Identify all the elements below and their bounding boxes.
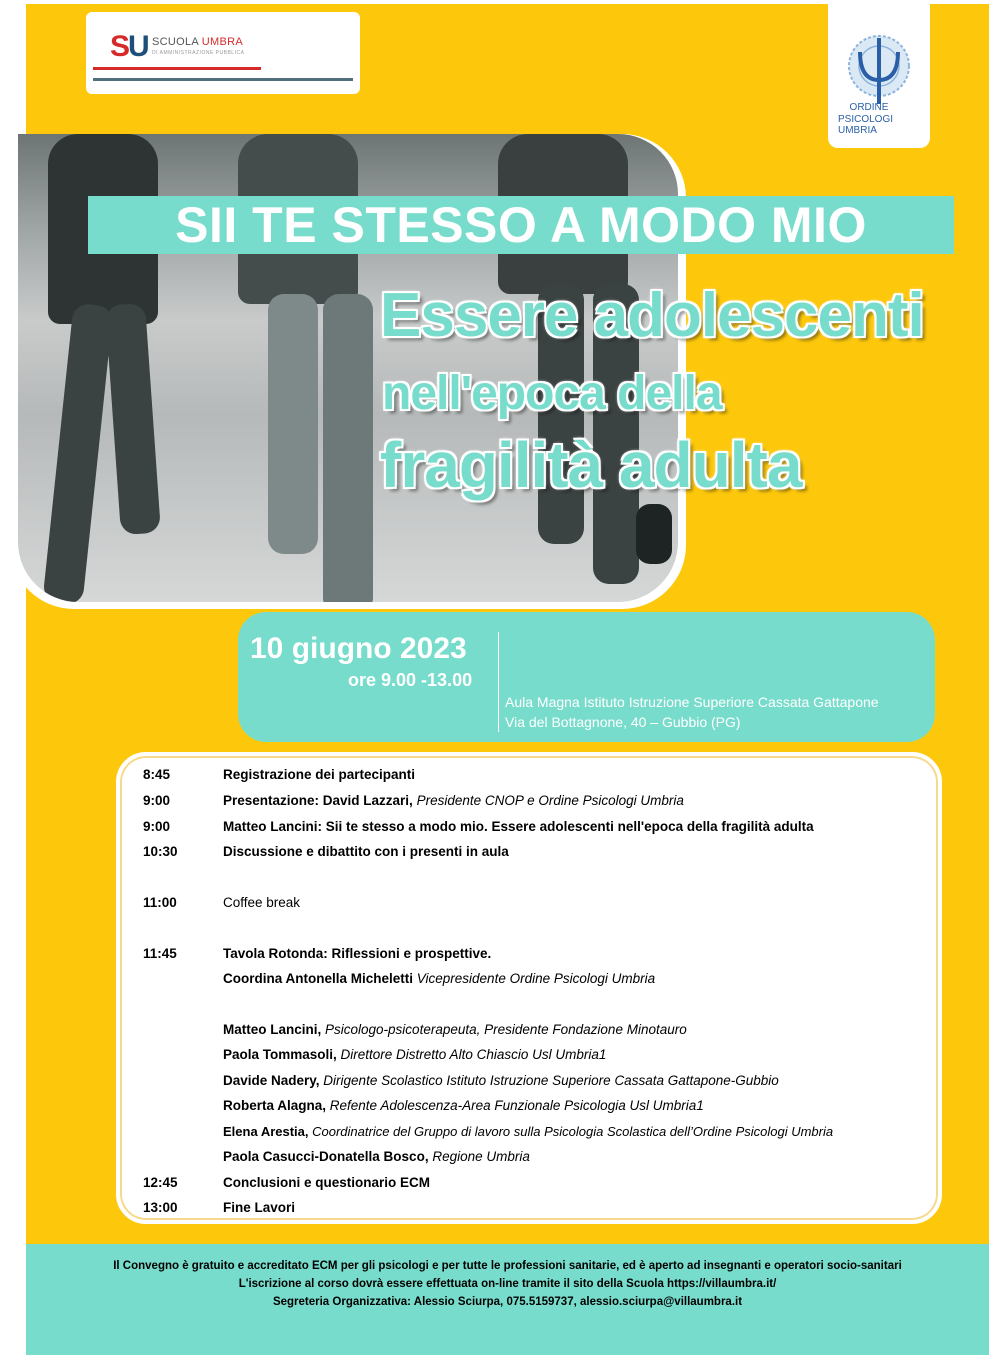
program-time: 9:00 xyxy=(143,793,171,808)
program-item-role: Refente Adolescenza-Area Funzionale Psicologia Usl Umbria1 xyxy=(326,1098,704,1113)
program-item: Tavola Rotonda: Riflessioni e prospettive. xyxy=(223,946,492,961)
program-item: Paola Tommasoli, xyxy=(223,1047,337,1062)
program-item: Coordina Antonella Micheletti xyxy=(223,971,414,986)
venue-address: Via del Bottagnone, 40 – Gubbio (PG) xyxy=(505,714,741,730)
program-item-role: Dirigente Scolastico Istituto Istruzione Superiore Cassata Gattapone-Gubbio xyxy=(319,1073,779,1088)
psicologi-umbria-label: PSICOLOGI UMBRIA xyxy=(838,114,894,136)
program-item: Registrazione dei partecipanti xyxy=(223,767,416,782)
program-item: Presentazione: David Lazzari, xyxy=(223,793,413,808)
scuola-umbra-tagline: DI AMMINISTRAZIONE PUBBLICA xyxy=(152,50,245,56)
program-time: 10:30 xyxy=(143,844,178,859)
program-time: 11:00 xyxy=(143,895,177,910)
event-title: SII TE STESSO A MODO MIO xyxy=(175,197,867,253)
logo-red-line xyxy=(93,67,261,70)
program-item: Davide Nadery, xyxy=(223,1073,320,1088)
logo-grey-line xyxy=(93,78,353,81)
scuola-umbra-logo xyxy=(86,12,360,94)
ordine-psicologi-logo xyxy=(828,4,930,148)
program-item-role: Presidente CNOP e Ordine Psicologi Umbria xyxy=(412,793,684,808)
program-time: 12:45 xyxy=(143,1175,178,1190)
scuola-umbra-mark: SU xyxy=(110,30,148,63)
ordine-label: ORDINE xyxy=(849,102,889,113)
program-item-role: Psicologo-psicoterapeuta, Presidente Fondazione Minotauro xyxy=(321,1022,687,1037)
subtitle-line-1: Essere adolescenti xyxy=(380,281,924,350)
program-time: 9:00 xyxy=(143,819,171,834)
date-divider xyxy=(498,632,499,732)
program-item: Fine Lavori xyxy=(223,1200,296,1215)
program-item-role: Regione Umbria xyxy=(428,1149,530,1164)
program-item: Matteo Lancini: Sii te stesso a modo mio. Essere adolescenti nell'epoca della fragilità adulta xyxy=(223,819,814,834)
program-item: Paola Casucci-Donatella Bosco, xyxy=(223,1149,429,1164)
subtitle-line-2: nell'epoca della xyxy=(382,367,722,420)
program-item-role: Direttore Distretto Alto Chiascio Usl Umbria1 xyxy=(336,1047,607,1062)
program-item-role: Vicepresidente Ordine Psicologi Umbria xyxy=(413,971,656,986)
program-item: Conclusioni e questionario ECM xyxy=(223,1175,431,1190)
event-time: ore 9.00 -13.00 xyxy=(348,670,473,690)
program-item: Matteo Lancini, xyxy=(223,1022,322,1037)
program-item-role: Coordinatrice del Gruppo di lavoro sulla Psicologia Scolastica dell’Ordine Psicologi Umbria xyxy=(308,1124,834,1139)
event-date: 10 giugno 2023 xyxy=(250,632,467,665)
venue-name: Aula Magna Istituto Istruzione Superiore Cassata Gattapone xyxy=(505,694,879,710)
footer-contact: Segreteria Organizzativa: Alessio Sciurpa, 075.5159737, alessio.sciurpa@villaumbra.it xyxy=(272,1296,743,1308)
scuola-umbra-name: SCUOLA UMBRA xyxy=(152,36,244,48)
program-item: Elena Arestia, xyxy=(223,1124,309,1139)
program-time: 11:45 xyxy=(143,946,177,961)
subtitle-line-3: fragilità adulta xyxy=(380,429,802,501)
program-item: Roberta Alagna, xyxy=(223,1098,327,1113)
footer-registration: L'iscrizione al corso dovrà essere effettuata on-line tramite il sito della Scuola https://villaumbra.it/ xyxy=(238,1278,777,1290)
program-time: 8:45 xyxy=(143,767,171,782)
program-item: Discussione e dibattito con i presenti in aula xyxy=(223,844,509,859)
program-time: 13:00 xyxy=(143,1200,178,1215)
footer-info: Il Convegno è gratuito e accreditato ECM per gli psicologi e per tutte le professioni sanitarie, ed è aperto ad insegnanti e operatori socio-sanitari xyxy=(113,1260,902,1272)
program-item: Coffee break xyxy=(223,895,301,910)
psi-emblem-icon xyxy=(840,32,918,108)
